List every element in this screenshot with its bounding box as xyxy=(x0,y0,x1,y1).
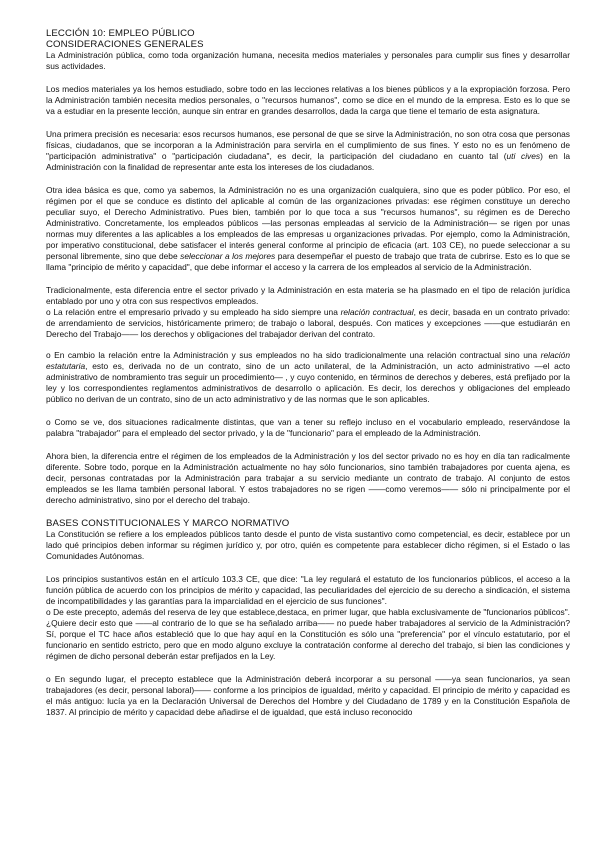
emphasis-select-best: seleccionar a los mejores xyxy=(180,251,276,261)
paragraph-traditional-difference xyxy=(46,285,570,340)
paragraph-statutory-relation xyxy=(46,350,570,405)
paragraph-vocabulary: o Como se ve, dos situaciones radicalmente distintas, que van a tener su reflejo incluso en el vocabulario empleado, reservándose la palabra "trabajador" para el empleado del sector privado, y la de "funcionario" para el empleado de la Administración. xyxy=(46,417,570,438)
text-fragment: ) en la Administración con la finalidad de representar ante esta los intereses de los ciudadanos. xyxy=(46,151,570,172)
paragraph-public-power xyxy=(46,185,570,273)
paragraph-first-precision xyxy=(46,129,570,173)
text-fragment: , es decir, basada en un contrato privado: de arrendamiento de servicios, históricamente primero; de trabajo o laboral, después. Con matices y excepciones ——que estudiarán en Derecho del Trabajo—— los derechos y obligaciones del trabajador derivan del contrato. xyxy=(46,307,570,339)
document-page xyxy=(46,28,570,730)
emphasis-uti-cives: uti cives xyxy=(506,151,541,161)
lesson-title: LECCIÓN 10: EMPLEO PÚBLICO xyxy=(46,28,195,39)
emphasis-contractual: relación contractual xyxy=(340,307,414,317)
paragraph-labor-staff: Ahora bien, la diferencia entre el régimen de los empleados de la Administración y los del sector privado no es hoy en día tan radicalmente diferente. Sobre todo, porque en la Administración actualmente no hay sólo funcionarios, sino también trabajadores por cuenta ajena, es decir, personas contratadas por la Administración para trabajar a su servicio mediante un contrato de trabajo. Al conjunto de estos empleados se les llama también personal laboral. Y estos trabajadores no se rigen ——como veremos—— sólo ni principalmente por el derecho administrativo, sino por el derecho del trabajo. xyxy=(46,451,570,505)
text-fragment: o De este precepto, además del reserva de ley que establece,destaca, en primer lugar, que habla exclusivamente de "funcionarios públicos". ¿Quiere decir esto que ——al contrario de lo que se ha señalado arriba—— no puede haber trabajadores al servicio de la Administración? Sí, porque el TC hace años estableció que lo que hay aquí en la Constitución es sólo una "preferencia" por el vínculo estatutario, por el funcionario en sentido estricto, pero que en modo alguno excluye la contratación conforme al derecho del trabajo, si bien las condiciones y régimen de dicho personal deberán estar prefijados en la Ley. xyxy=(46,607,570,661)
paragraph-article-103 xyxy=(46,574,570,662)
section-heading-constitutional: BASES CONSTITUCIONALES Y MARCO NORMATIVO xyxy=(46,518,290,529)
text-fragment: Otra idea básica es que, como ya sabemos, la Administración no es una organización cualquiera, sino que es poder público. Por eso, el régimen por el que se conduce es distinto del aplicable al común de las organizaciones privadas: ese régimen constituye un derecho peculiar suyo, el Derecho Administrativo. Pues bien, también por lo que toca a sus "recursos humanos", su régimen es de Derecho Administrativo. Concretamente, los empleados públicos —las personas empleadas al servicio de la Administración— se rigen por unas normas muy diferentes a las aplicables a los empleados de las empresas u organizaciones privadas. Por ejemplo, como la Administración, por imperativo constitucional, debe satisfacer el interés general conforme al principio de eficacia (art. 103 CE), no puede seleccionar a su personal libremente, sino que debe xyxy=(46,185,570,261)
paragraph-constitution: La Constitución se refiere a los empleados públicos tanto desde el punto de vista sustantivo como competencial, es decir, establece por un lado qué principios deben informar su régimen jurídico y, por otro, quién es competente para establecer dicho régimen, si el Estado o las Comunidades Autónomas. xyxy=(46,529,570,561)
text-fragment: Los principios sustantivos están en el artículo 103.3 CE, que dice: "La ley regulará el estatuto de los funcionarios públicos, el acceso a la función pública de acuerdo con los principios de mérito y capacidad, las peculiaridades del ejercicio de su derecho a sindicación, el sistema de incompatibilidades y las garantías para la imparcialidad en el ejercicio de sus funciones". xyxy=(46,574,570,606)
text-fragment: , esto es, derivada no de un contrato, sino de un acto unilateral, de la Administración, un acto administrativo —el acto administrativo de nombramiento tras seguir un procedimiento— , y cuyo contenido, en términos de derechos y deberes, está prefijado por la ley y los correspondientes reglamentos administrativos de desarrollo o aplicación. Es decir, los derechos y obligaciones del empleado público no derivan de un contrato, sino de un acto administrativo y de las normas que le son aplicables. xyxy=(46,361,570,404)
emphasis-statutory: relación estatutaria xyxy=(46,350,570,371)
paragraph-merit-capacity: o En segundo lugar, el precepto establece que la Administración deberá incorporar a su personal ——ya sean funcionarios, ya sean trabajadores (es decir, personal laboral)—— conforme a los principios de igualdad, mérito y capacidad. El principio de mérito y capacidad es el más antiguo: lucía ya en la Declaración Universal de Derechos del Hombre y del Ciudadano de 1789 y en la Constitución Española de 1837. Al principio de mérito y capacidad debe añadirse el de igualdad, que está incluso reconocido xyxy=(46,674,570,717)
section-heading-general: CONSIDERACIONES GENERALES xyxy=(46,39,204,50)
text-fragment: para desempeñar el puesto de trabajo que trata de cubrirse. Esto es lo que se llama "principio de mérito y capacidad", que debe informar el acceso y la carrera de los empleados al servicio de la Administración. xyxy=(46,251,570,272)
text-fragment: o En cambio la relación entre la Administración y sus empleados no ha sido tradicionalmente una relación contractual sino una xyxy=(46,350,541,360)
text-fragment: Una primera precisión es necesaria: esos recursos humanos, ese personal de que se sirve la Administración, no son otra cosa que personas físicas, ciudadanos, que se incorporan a la Administración para servirla en el cumplimiento de sus fines. Y esto no es un fenómeno de "participación administrativa" o "participación ciudadana", es decir, la participación del ciudadano en cuanto tal ( xyxy=(46,129,570,161)
paragraph-intro: La Administración pública, como toda organización humana, necesita medios materiales y personales para cumplir sus fines y desarrollar sus actividades. xyxy=(46,50,570,71)
text-fragment: Tradicionalmente, esta diferencia entre el sector privado y la Administración en esta materia se ha plasmado en el tipo de relación jurídica entablado por uno y otra con sus respectivos empleados. xyxy=(46,285,570,306)
text-fragment: o La relación entre el empresario privado y su empleado ha sido siempre una xyxy=(46,307,341,317)
paragraph-material-means: Los medios materiales ya los hemos estudiado, sobre todo en las lecciones relativas a los bienes públicos y a la expropiación forzosa. Pero la Administración también necesita medios personales, o "recursos humanos", como se dice en el mundo de la empresa. Esto es lo que se va a estudiar en la presente lección, aunque sin entrar en grandes desarrollos, dada la carga que tiene el temario de esta asignatura. xyxy=(46,84,570,116)
